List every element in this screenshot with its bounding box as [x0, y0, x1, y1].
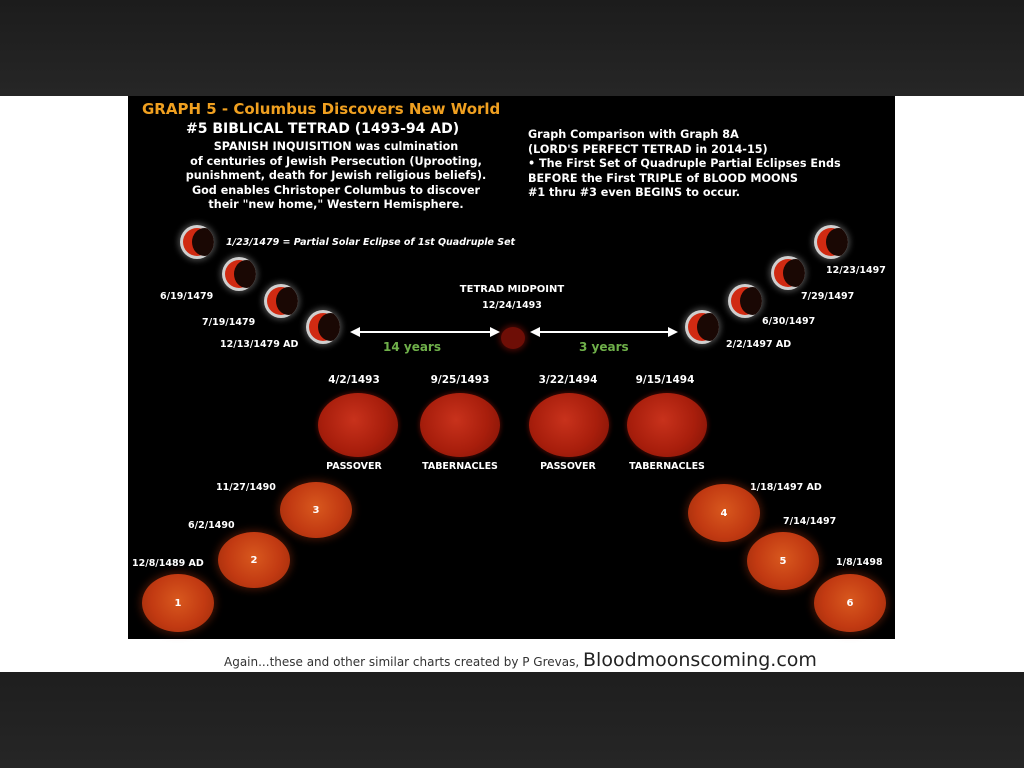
moon-number: 2 — [250, 554, 258, 566]
numbered-moon-date: 1/18/1497 AD — [750, 482, 822, 493]
numbered-moon-date: 7/14/1497 — [783, 516, 837, 527]
left-eclipse-date: 6/19/1479 — [160, 291, 214, 302]
feast-label: TABERNACLES — [422, 461, 498, 472]
solar-eclipse-icon — [180, 225, 214, 259]
feast-label: PASSOVER — [540, 461, 596, 472]
numbered-moon-date: 1/8/1498 — [836, 557, 883, 568]
solar-eclipse-icon — [728, 284, 762, 318]
left-span-arrow — [350, 324, 500, 340]
comparison-note — [528, 128, 888, 201]
left-eclipse-date: 7/19/1479 — [202, 317, 256, 328]
tetrad-moon-date: 3/22/1494 — [538, 374, 598, 386]
right-span-label: 3 years — [579, 340, 629, 354]
numbered-moon-date: 11/27/1490 — [216, 482, 276, 493]
left-span-label: 14 years — [383, 340, 441, 354]
blood-moon-icon — [529, 393, 609, 457]
description-line: punishment, death for Jewish religious beliefs). — [185, 169, 487, 182]
tetrad-moon-date: 9/15/1494 — [635, 374, 695, 386]
moon-number: 3 — [312, 504, 320, 516]
tetrad-title: #5 BIBLICAL TETRAD (1493-94 AD) — [186, 121, 460, 137]
solar-eclipse-icon — [306, 310, 340, 344]
solar-eclipse-icon — [685, 310, 719, 344]
comparison-line: BEFORE the First TRIPLE of BLOOD MOONS — [528, 171, 798, 185]
blood-moon-icon — [627, 393, 707, 457]
solar-eclipse-icon — [814, 225, 848, 259]
graph-panel — [128, 96, 895, 639]
comparison-line: Graph Comparison with Graph 8A — [528, 128, 739, 141]
moon-number: 1 — [174, 597, 182, 609]
feast-label: PASSOVER — [326, 461, 382, 472]
moon-number: 6 — [846, 597, 854, 609]
tetrad-description — [160, 140, 512, 213]
comparison-line: #1 thru #3 even BEGINS to occur. — [528, 186, 740, 199]
right-span-arrow — [530, 324, 678, 340]
solar-eclipse-icon — [222, 257, 256, 291]
description-line: SPANISH INQUISITION was culmination — [213, 140, 459, 153]
numbered-moon-icon — [747, 532, 819, 590]
numbered-moon-icon — [814, 574, 886, 632]
comparison-line: (LORD'S PERFECT TETRAD in 2014-15) — [528, 142, 768, 156]
credit-site: Bloodmoonscoming.com — [583, 649, 817, 671]
tetrad-moon-date: 9/25/1493 — [430, 374, 490, 386]
credit-text: Again...these and other similar charts created by P Grevas, — [224, 655, 580, 669]
right-eclipse-date: 2/2/1497 AD — [726, 339, 792, 350]
solar-eclipse-icon — [264, 284, 298, 318]
midpoint-marker-icon — [501, 327, 525, 349]
moon-number: 4 — [720, 507, 728, 519]
blood-moon-icon — [420, 393, 500, 457]
left-eclipse-date: 12/13/1479 AD — [220, 339, 299, 350]
slide — [0, 96, 1024, 672]
description-line: their "new home," Western Hemisphere. — [208, 198, 464, 211]
comparison-line: • The First Set of Quadruple Partial Eclipses Ends — [528, 157, 841, 170]
moon-number: 5 — [779, 555, 787, 567]
right-eclipse-date: 12/23/1497 — [826, 265, 886, 276]
numbered-moon-icon — [280, 482, 352, 538]
midpoint-label: TETRAD MIDPOINT — [459, 284, 565, 295]
graph-title: GRAPH 5 - Columbus Discovers New World — [142, 100, 501, 118]
right-eclipse-date: 7/29/1497 — [801, 291, 855, 302]
first-eclipse-note: 1/23/1479 = Partial Solar Eclipse of 1st Quadruple Set — [226, 237, 516, 248]
description-line: of centuries of Jewish Persecution (Uprooting, — [190, 154, 482, 168]
description-line: God enables Christoper Columbus to discover — [191, 183, 481, 197]
right-eclipse-date: 6/30/1497 — [762, 316, 816, 327]
credit-caption — [224, 649, 817, 671]
numbered-moon-icon — [688, 484, 760, 542]
midpoint-date: 12/24/1493 — [482, 300, 542, 311]
numbered-moon-date: 6/2/1490 — [188, 520, 235, 531]
blood-moon-icon — [318, 393, 398, 457]
solar-eclipse-icon — [771, 256, 805, 290]
numbered-moon-icon — [218, 532, 290, 588]
tetrad-moon-date: 4/2/1493 — [328, 374, 380, 386]
numbered-moon-date: 12/8/1489 AD — [132, 558, 204, 569]
numbered-moon-icon — [142, 574, 214, 632]
feast-label: TABERNACLES — [629, 461, 705, 472]
